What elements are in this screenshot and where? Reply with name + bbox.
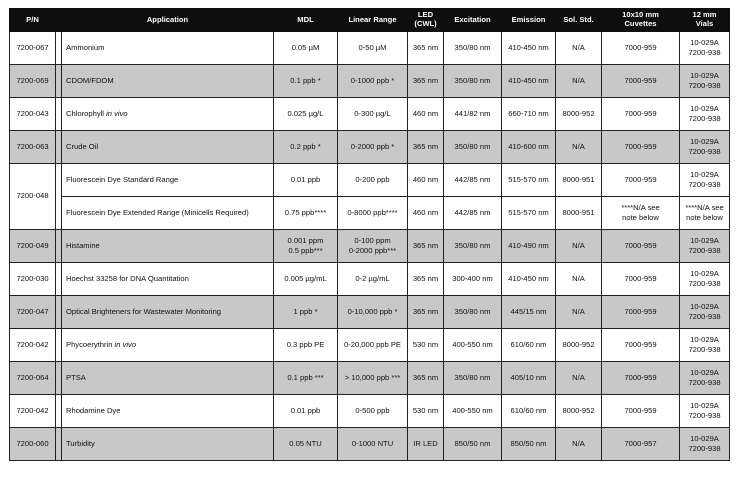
sol-std-cell: 8000-951 (556, 197, 602, 230)
led-cell: 365 nm (408, 65, 444, 98)
vials-cell: 10-029A 7200-938 (680, 428, 730, 461)
excitation-cell: 350/80 nm (444, 362, 502, 395)
excitation-cell: 350/80 nm (444, 65, 502, 98)
led-cell: 365 nm (408, 263, 444, 296)
application-cell: Fluorescein Dye Standard Range (62, 164, 274, 197)
led-cell: IR LED (408, 428, 444, 461)
vials-cell: 10-029A 7200-938 (680, 329, 730, 362)
part-number-cell: 7200-069 (10, 65, 56, 98)
header-mdl: MDL (274, 9, 338, 32)
table-row (10, 230, 730, 263)
mdl-cell: 0.05 NTU (274, 428, 338, 461)
cuvettes-cell: 7000-959 (602, 32, 680, 65)
part-number-cell: 7200-043 (10, 98, 56, 131)
application-cell: Phycoerythrin in vivo (62, 329, 274, 362)
emission-cell: 410-450 nm (502, 32, 556, 65)
mdl-cell: 0.3 ppb PE (274, 329, 338, 362)
linear-range-cell: 0-20,000 ppb PE (338, 329, 408, 362)
application-cell: Turbidity (62, 428, 274, 461)
linear-range-cell: 0-2 µg/mL (338, 263, 408, 296)
linear-range-cell: 0-300 µg/L (338, 98, 408, 131)
linear-range-cell: 0-100 ppm 0-2000 ppb*** (338, 230, 408, 263)
emission-cell: 660-710 nm (502, 98, 556, 131)
cuvettes-cell: 7000-959 (602, 131, 680, 164)
mdl-cell: 0.005 µg/mL (274, 263, 338, 296)
sol-std-cell: 8000-952 (556, 329, 602, 362)
header-excitation: Excitation (444, 9, 502, 32)
emission-cell: 515-570 nm (502, 164, 556, 197)
cuvettes-cell: 7000-959 (602, 362, 680, 395)
emission-cell: 410-490 nm (502, 230, 556, 263)
led-cell: 460 nm (408, 197, 444, 230)
excitation-cell: 400-550 nm (444, 329, 502, 362)
application-cell: Crude Oil (62, 131, 274, 164)
cuvettes-cell: 7000-959 (602, 164, 680, 197)
linear-range-cell: > 10,000 ppb *** (338, 362, 408, 395)
vials-cell: 10-029A 7200-938 (680, 230, 730, 263)
table-row (10, 329, 730, 362)
table-row (10, 428, 730, 461)
excitation-cell: 350/80 nm (444, 230, 502, 263)
table-row (10, 263, 730, 296)
linear-range-cell: 0-8000 ppb**** (338, 197, 408, 230)
emission-cell: 445/15 nm (502, 296, 556, 329)
linear-range-cell: 0-1000 NTU (338, 428, 408, 461)
spec-table-container (9, 8, 729, 461)
table-row (10, 197, 730, 230)
table-row (10, 32, 730, 65)
vials-cell: 10-029A 7200-938 (680, 296, 730, 329)
table-row (10, 296, 730, 329)
led-cell: 365 nm (408, 131, 444, 164)
part-number-cell: 7200-047 (10, 296, 56, 329)
cuvettes-cell: 7000-959 (602, 296, 680, 329)
table-row (10, 98, 730, 131)
sol-std-cell: N/A (556, 131, 602, 164)
emission-cell: 610/60 nm (502, 329, 556, 362)
part-number-cell: 7200-060 (10, 428, 56, 461)
header-sol-std: Sol. Std. (556, 9, 602, 32)
cuvettes-cell: 7000-959 (602, 65, 680, 98)
vials-cell: 10-029A 7200-938 (680, 32, 730, 65)
table-row (10, 131, 730, 164)
part-number-cell: 7200-049 (10, 230, 56, 263)
header-pn: P/N (10, 9, 56, 32)
emission-cell: 610/60 nm (502, 395, 556, 428)
header-row (10, 9, 730, 32)
sol-std-cell: N/A (556, 428, 602, 461)
mdl-cell: 0.01 ppb (274, 395, 338, 428)
led-cell: 530 nm (408, 329, 444, 362)
mdl-cell: 0.025 µg/L (274, 98, 338, 131)
part-number-cell: 7200-030 (10, 263, 56, 296)
cuvettes-cell: 7000-959 (602, 98, 680, 131)
application-cell: Fluorescein Dye Extended Range (Minicells Required) (62, 197, 274, 230)
linear-range-cell: 0-500 ppb (338, 395, 408, 428)
vials-cell: 10-029A 7200-938 (680, 263, 730, 296)
vials-cell: 10-029A 7200-938 (680, 362, 730, 395)
linear-range-cell: 0-10,000 ppb * (338, 296, 408, 329)
excitation-cell: 850/50 nm (444, 428, 502, 461)
excitation-cell: 350/80 nm (444, 131, 502, 164)
table-row (10, 395, 730, 428)
sol-std-cell: N/A (556, 296, 602, 329)
excitation-cell: 350/80 nm (444, 296, 502, 329)
part-number-cell: 7200-063 (10, 131, 56, 164)
vials-cell: 10-029A 7200-938 (680, 395, 730, 428)
vials-cell: 10-029A 7200-938 (680, 65, 730, 98)
linear-range-cell: 0-1000 ppb * (338, 65, 408, 98)
emission-cell: 410-600 nm (502, 131, 556, 164)
excitation-cell: 300-400 nm (444, 263, 502, 296)
excitation-cell: 400-550 nm (444, 395, 502, 428)
mdl-cell: 0.05 µM (274, 32, 338, 65)
vials-cell: ****N/A see note below (680, 197, 730, 230)
table-row (10, 65, 730, 98)
part-number-cell: 7200-048 (10, 164, 56, 230)
vials-cell: 10-029A 7200-938 (680, 131, 730, 164)
mdl-cell: 0.01 ppb (274, 164, 338, 197)
header-linear-range: Linear Range (338, 9, 408, 32)
led-cell: 365 nm (408, 362, 444, 395)
mdl-cell: 0.1 ppb *** (274, 362, 338, 395)
cuvettes-cell: ****N/A see note below (602, 197, 680, 230)
part-number-cell: 7200-067 (10, 32, 56, 65)
application-cell: Rhodamine Dye (62, 395, 274, 428)
emission-cell: 405/10 nm (502, 362, 556, 395)
sol-std-cell: 8000-951 (556, 164, 602, 197)
linear-range-cell: 0-50 µM (338, 32, 408, 65)
application-cell: Histamine (62, 230, 274, 263)
linear-range-cell: 0-2000 ppb * (338, 131, 408, 164)
vials-cell: 10-029A 7200-938 (680, 98, 730, 131)
excitation-cell: 442/85 nm (444, 197, 502, 230)
led-cell: 460 nm (408, 98, 444, 131)
sol-std-cell: N/A (556, 263, 602, 296)
led-cell: 530 nm (408, 395, 444, 428)
led-cell: 460 nm (408, 164, 444, 197)
sol-std-cell: N/A (556, 65, 602, 98)
cuvettes-cell: 7000-959 (602, 263, 680, 296)
application-cell: Optical Brighteners for Wastewater Monitoring (62, 296, 274, 329)
mdl-cell: 0.1 ppb * (274, 65, 338, 98)
sol-std-cell: 8000-952 (556, 395, 602, 428)
excitation-cell: 441/82 nm (444, 98, 502, 131)
sol-std-cell: 8000-952 (556, 98, 602, 131)
vials-cell: 10-029A 7200-938 (680, 164, 730, 197)
header-application: Application (62, 9, 274, 32)
mdl-cell: 0.2 ppb * (274, 131, 338, 164)
excitation-cell: 350/80 nm (444, 32, 502, 65)
led-cell: 365 nm (408, 32, 444, 65)
sol-std-cell: N/A (556, 32, 602, 65)
application-cell: PTSA (62, 362, 274, 395)
cuvettes-cell: 7000-959 (602, 329, 680, 362)
linear-range-cell: 0-200 ppb (338, 164, 408, 197)
application-spec-table (9, 8, 730, 461)
emission-cell: 850/50 nm (502, 428, 556, 461)
application-cell: Chlorophyll in vivo (62, 98, 274, 131)
sol-std-cell: N/A (556, 230, 602, 263)
cuvettes-cell: 7000-959 (602, 230, 680, 263)
table-row (10, 362, 730, 395)
part-number-cell: 7200-042 (10, 329, 56, 362)
part-number-cell: 7200-042 (10, 395, 56, 428)
mdl-cell: 0.001 ppm 0.5 ppb*** (274, 230, 338, 263)
excitation-cell: 442/85 nm (444, 164, 502, 197)
header-emission: Emission (502, 9, 556, 32)
led-cell: 365 nm (408, 230, 444, 263)
table-body (10, 32, 730, 461)
header-vials: 12 mm Vials (680, 9, 730, 32)
application-cell: CDOM/FDOM (62, 65, 274, 98)
emission-cell: 515-570 nm (502, 197, 556, 230)
table-row (10, 164, 730, 197)
part-number-cell: 7200-064 (10, 362, 56, 395)
application-cell: Ammonium (62, 32, 274, 65)
emission-cell: 410-450 nm (502, 263, 556, 296)
mdl-cell: 1 ppb * (274, 296, 338, 329)
emission-cell: 410-450 nm (502, 65, 556, 98)
cuvettes-cell: 7000-957 (602, 428, 680, 461)
cuvettes-cell: 7000-959 (602, 395, 680, 428)
application-cell: Hoechst 33258 for DNA Quantitation (62, 263, 274, 296)
header-led: LED (CWL) (408, 9, 444, 32)
mdl-cell: 0.75 ppb**** (274, 197, 338, 230)
led-cell: 365 nm (408, 296, 444, 329)
header-cuvettes: 10x10 mm Cuvettes (602, 9, 680, 32)
sol-std-cell: N/A (556, 362, 602, 395)
